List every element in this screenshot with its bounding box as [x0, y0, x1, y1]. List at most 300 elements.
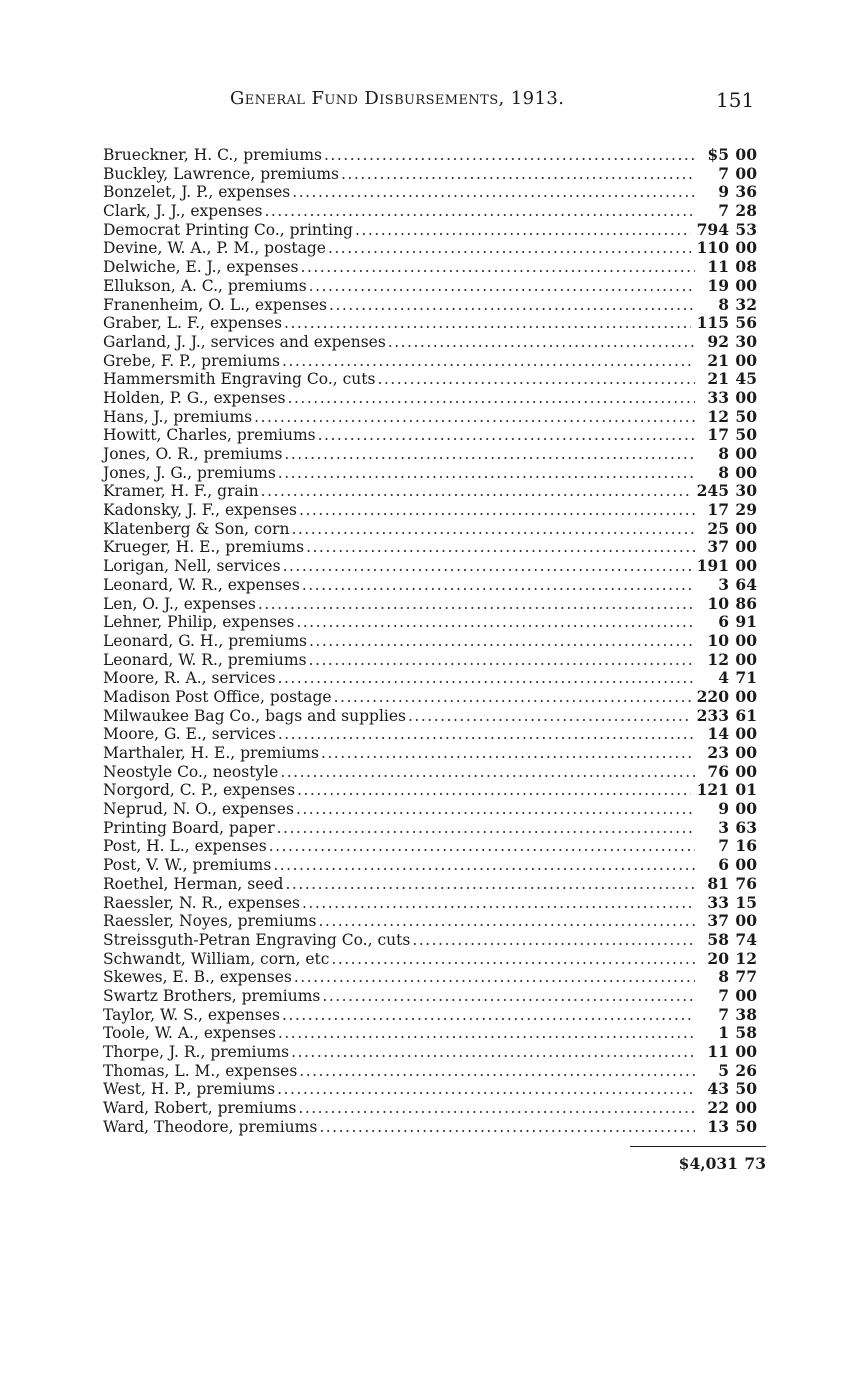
dot-leader	[284, 445, 695, 464]
dot-leader	[377, 370, 695, 389]
dot-leader	[294, 968, 695, 987]
amount-dollars: 58	[707, 929, 729, 949]
dot-leader	[298, 1099, 695, 1118]
amount-cents: 32	[735, 294, 757, 314]
amount-cents: 00	[735, 761, 757, 781]
payee-description: Jones, J. G., premiums	[103, 463, 276, 482]
amount-cents: 50	[735, 1116, 757, 1136]
payee-description: Brueckner, H. C., premiums	[103, 146, 322, 164]
amount-cents: 26	[735, 1060, 757, 1080]
dot-leader	[299, 1062, 695, 1081]
amount-cents: 00	[735, 350, 757, 370]
ledger-row	[103, 202, 763, 221]
amount-dollars: 33	[707, 892, 729, 912]
payee-description: Roethel, Herman, seed	[103, 874, 284, 893]
amount-dollars: 9	[718, 182, 729, 202]
amount-dollars: 76	[707, 761, 729, 781]
amount-dollars: 7	[718, 985, 729, 1005]
dot-leader	[278, 669, 695, 688]
amount	[701, 1118, 763, 1137]
ledger-row	[103, 183, 763, 202]
amount	[697, 781, 763, 800]
ledger-row	[103, 968, 763, 987]
amount-dollars: 7	[718, 201, 729, 221]
dot-leader	[318, 912, 695, 931]
ledger-row	[103, 669, 763, 688]
amount-cents: 15	[735, 892, 757, 912]
amount-cents: 00	[735, 145, 757, 164]
amount-dollars: 3	[718, 574, 729, 594]
amount-dollars: 5	[718, 1060, 729, 1080]
amount-dollars: 25	[707, 518, 729, 538]
amount-dollars: 92	[707, 331, 729, 351]
amount-cents: 64	[735, 574, 757, 594]
amount	[697, 688, 763, 707]
amount-cents: 00	[735, 444, 757, 463]
amount-cents: 00	[735, 163, 757, 183]
amount	[701, 613, 763, 632]
ledger-row	[103, 912, 763, 931]
payee-description: Streissguth-Petran Engraving Co., cuts	[103, 930, 411, 949]
amount-cents: 00	[735, 1098, 757, 1118]
amount-dollars: 121	[696, 780, 729, 800]
dot-leader	[292, 183, 695, 202]
dot-leader	[309, 277, 695, 296]
amount-dollars: 7	[718, 1004, 729, 1024]
amount	[701, 950, 763, 969]
amount-cents: 01	[735, 780, 757, 800]
amount-cents: 38	[735, 1004, 757, 1024]
ledger-row	[103, 239, 763, 258]
amount-cents: 00	[735, 275, 757, 295]
amount	[701, 426, 763, 445]
dot-leader	[318, 426, 695, 445]
dot-leader	[299, 501, 695, 520]
payee-description: Norgord, C. P., expenses	[103, 781, 296, 800]
ledger-row	[103, 987, 763, 1006]
amount-cents: 74	[735, 929, 757, 949]
amount	[701, 1099, 763, 1118]
payee-description: Ellukson, A. C., premiums	[103, 276, 307, 295]
ledger-row	[103, 408, 763, 427]
total-amount	[632, 1154, 766, 1173]
dot-leader	[306, 538, 695, 557]
amount-cents: 71	[735, 668, 757, 688]
running-title: General Fund Disbursements, 1913.	[230, 88, 565, 109]
amount-dollars: 33	[707, 387, 729, 407]
payee-description: Grebe, F. P., premiums	[103, 351, 280, 370]
ledger-row	[103, 744, 763, 763]
total-rule	[630, 1146, 766, 1147]
payee-description: Krueger, H. E., premiums	[103, 538, 305, 557]
payee-description: Schwandt, William, corn, etc	[103, 949, 330, 968]
amount-dollars: 8	[718, 462, 729, 482]
amount	[701, 352, 763, 371]
payee-description: Delwiche, E. J., expenses	[103, 258, 299, 277]
ledger-row	[103, 1006, 763, 1025]
amount-cents: 00	[735, 630, 757, 650]
amount-cents: 63	[735, 817, 757, 837]
dot-leader	[301, 258, 695, 277]
amount	[701, 165, 763, 184]
amount-dollars: 233	[696, 705, 729, 725]
ledger-row	[103, 931, 763, 950]
amount-cents: 16	[735, 836, 757, 856]
payee-description: Neprud, N. O., expenses	[103, 800, 294, 819]
dot-leader	[309, 651, 695, 670]
disbursement-list	[103, 146, 763, 1136]
dot-leader	[302, 894, 695, 913]
dot-leader	[321, 744, 695, 763]
ledger-row	[103, 725, 763, 744]
payee-description: Graber, L. F., expenses	[103, 314, 283, 333]
payee-description: Howitt, Charles, premiums	[103, 426, 316, 445]
payee-description: Devine, W. A., P. M., postage	[103, 239, 326, 258]
amount-cents: 00	[735, 1042, 757, 1061]
dot-leader	[261, 482, 691, 501]
amount-cents: 00	[735, 649, 757, 669]
amount	[701, 1043, 763, 1062]
amount-cents: 00	[735, 743, 757, 762]
amount	[701, 968, 763, 987]
amount-dollars: 43	[707, 1079, 729, 1099]
amount-dollars: 794	[696, 219, 729, 239]
ledger-row	[103, 894, 763, 913]
amount-cents: 00	[735, 387, 757, 407]
ledger-row	[103, 314, 763, 333]
ledger-row	[103, 464, 763, 483]
amount-dollars: 22	[707, 1098, 729, 1118]
payee-description: Toole, W. A., expenses	[103, 1024, 276, 1043]
amount	[701, 987, 763, 1006]
amount	[701, 520, 763, 539]
amount-dollars: 37	[707, 911, 729, 931]
payee-description: Len, O. J., expenses	[103, 594, 256, 613]
payee-description: Franenheim, O. L., expenses	[103, 295, 328, 314]
ledger-row	[103, 333, 763, 352]
amount-cents: 00	[735, 911, 757, 931]
amount	[701, 744, 763, 763]
ledger-row	[103, 875, 763, 894]
dot-leader	[341, 165, 695, 184]
amount	[701, 837, 763, 856]
amount-dollars: 7	[718, 163, 729, 183]
amount	[701, 1024, 763, 1043]
amount-cents: 50	[735, 425, 757, 445]
amount-cents: 50	[735, 406, 757, 426]
dot-leader	[254, 408, 695, 427]
amount	[701, 894, 763, 913]
dot-leader	[285, 875, 695, 894]
amount-cents: 45	[735, 369, 757, 389]
payee-description: Thorpe, J. R., premiums	[103, 1043, 290, 1061]
ledger-row	[103, 950, 763, 969]
amount-cents: 00	[735, 985, 757, 1005]
payee-description: Taylor, W. S., expenses	[103, 1005, 280, 1024]
dot-leader	[388, 333, 695, 352]
amount-dollars: 9	[718, 799, 729, 819]
amount	[701, 576, 763, 595]
amount-dollars: 7	[718, 836, 729, 856]
amount-dollars: 6	[718, 612, 729, 632]
payee-description: Leonard, W. R., premiums	[103, 650, 307, 669]
amount	[701, 370, 763, 389]
ledger-row	[103, 819, 763, 838]
payee-description: Leonard, G. H., premiums	[103, 631, 307, 650]
amount	[701, 875, 763, 894]
amount-cents: 29	[735, 500, 757, 520]
amount-cents: 00	[735, 537, 757, 557]
dot-leader	[277, 819, 695, 838]
amount	[701, 389, 763, 408]
payee-description: Hans, J., premiums	[103, 407, 253, 426]
ledger-row	[103, 1099, 763, 1118]
amount-dollars: 81	[707, 873, 729, 893]
amount-cents: 12	[735, 948, 757, 968]
total-cents: 73	[744, 1154, 766, 1173]
amount-dollars: 14	[707, 724, 729, 744]
amount	[701, 296, 763, 315]
amount-cents: 08	[735, 257, 757, 277]
dot-leader	[283, 557, 691, 576]
ledger-row	[103, 538, 763, 557]
amount-dollars: 191	[696, 556, 729, 576]
amount-dollars: 245	[696, 481, 729, 501]
amount	[701, 258, 763, 277]
payee-description: Ward, Robert, premiums	[103, 1099, 297, 1118]
ledger-row	[103, 445, 763, 464]
amount	[701, 595, 763, 614]
ledger-row	[103, 1062, 763, 1081]
amount-dollars: 37	[707, 537, 729, 557]
ledger-row	[103, 763, 763, 782]
ledger-row	[103, 856, 763, 875]
amount-cents: 00	[735, 238, 757, 258]
ledger-row	[103, 370, 763, 389]
payee-description: Printing Board, paper	[103, 818, 275, 837]
amount	[701, 333, 763, 352]
amount-dollars: 115	[696, 313, 729, 333]
dot-leader	[277, 1080, 695, 1099]
dot-leader	[282, 1006, 695, 1025]
dot-leader	[258, 595, 695, 614]
ledger-row	[103, 221, 763, 240]
amount-cents: 36	[735, 182, 757, 202]
amount-cents: 00	[735, 799, 757, 819]
dot-leader	[329, 296, 695, 315]
amount-dollars: 23	[707, 743, 729, 762]
payee-description: Moore, G. E., services	[103, 725, 276, 744]
amount	[701, 538, 763, 557]
amount	[701, 501, 763, 520]
amount-dollars: 12	[707, 406, 729, 426]
payee-description: Democrat Printing Co., printing	[103, 220, 353, 239]
dot-leader	[302, 576, 695, 595]
page-number: 151	[716, 88, 755, 112]
amount-dollars: 8	[718, 444, 729, 463]
amount-dollars: 110	[696, 238, 729, 258]
amount	[697, 482, 763, 501]
amount-cents: 76	[735, 873, 757, 893]
amount	[701, 632, 763, 651]
amount-dollars: 17	[707, 425, 729, 445]
ledger-row	[103, 258, 763, 277]
payee-description: Kramer, H. F., grain	[103, 482, 259, 501]
amount-cents: 56	[735, 313, 757, 333]
amount	[697, 221, 763, 240]
amount-cents: 00	[735, 518, 757, 538]
amount-dollars: 8	[718, 294, 729, 314]
payee-description: Kadonsky, J. F., expenses	[103, 501, 298, 520]
amount	[697, 707, 763, 726]
amount-dollars: 12	[707, 649, 729, 669]
ledger-row	[103, 352, 763, 371]
ledger-row	[103, 613, 763, 632]
amount-cents: 58	[735, 1023, 757, 1043]
ledger-row	[103, 482, 763, 501]
amount	[697, 557, 763, 576]
dot-leader	[280, 763, 695, 782]
payee-description: Bonzelet, J. P., expenses	[103, 183, 291, 202]
dot-leader	[328, 239, 691, 258]
amount-cents: 61	[735, 705, 757, 725]
ledger-row	[103, 800, 763, 819]
ledger-row	[103, 501, 763, 520]
payee-description: Skewes, E. B., expenses	[103, 968, 292, 987]
dot-leader	[319, 1118, 695, 1137]
total-dollars: $4,031	[678, 1154, 738, 1173]
payee-description: Buckley, Lawrence, premiums	[103, 164, 339, 183]
payee-description: Milwaukee Bag Co., bags and supplies	[103, 706, 406, 725]
payee-description: Thomas, L. M., expenses	[103, 1061, 298, 1080]
dot-leader	[282, 352, 695, 371]
ledger-row	[103, 520, 763, 539]
dot-leader	[278, 1024, 695, 1043]
amount	[701, 408, 763, 427]
ledger-row	[103, 165, 763, 184]
ledger-row	[103, 576, 763, 595]
ledger-row	[103, 1118, 763, 1137]
ledger-row	[103, 651, 763, 670]
payee-description: Moore, R. A., services	[103, 669, 276, 688]
amount-cents: 86	[735, 593, 757, 613]
amount	[701, 183, 763, 202]
dot-leader	[322, 987, 695, 1006]
amount-cents: 28	[735, 201, 757, 221]
ledger-row	[103, 146, 763, 165]
ledger-row	[103, 296, 763, 315]
amount-cents: 00	[735, 855, 757, 875]
amount-dollars: 1	[718, 1023, 729, 1043]
payee-description: Hammersmith Engraving Co., cuts	[103, 370, 376, 389]
amount	[701, 146, 763, 165]
dot-leader	[278, 725, 695, 744]
amount	[701, 931, 763, 950]
dot-leader	[296, 800, 695, 819]
amount	[697, 314, 763, 333]
ledger-row	[103, 1024, 763, 1043]
amount-cents: 30	[735, 331, 757, 351]
amount-dollars: 20	[707, 948, 729, 968]
amount-dollars: 11	[707, 257, 729, 277]
dot-leader	[288, 389, 695, 408]
payee-description: Leonard, W. R., expenses	[103, 575, 300, 594]
amount-cents: 91	[735, 612, 757, 632]
ledger-row	[103, 557, 763, 576]
payee-description: Klatenberg & Son, corn	[103, 519, 290, 538]
amount-cents: 30	[735, 481, 757, 501]
payee-description: Lehner, Philip, expenses	[103, 613, 295, 632]
ledger-row	[103, 688, 763, 707]
ledger-row	[103, 781, 763, 800]
amount-dollars: 17	[707, 500, 729, 520]
amount-cents: 00	[735, 724, 757, 744]
amount-cents: 53	[735, 219, 757, 239]
page-header	[0, 88, 867, 118]
payee-description: Madison Post Office, postage	[103, 687, 332, 706]
dot-leader	[269, 837, 695, 856]
amount	[701, 725, 763, 744]
amount	[701, 912, 763, 931]
ledger-row	[103, 426, 763, 445]
ledger-row	[103, 277, 763, 296]
amount-cents: 00	[735, 462, 757, 482]
amount-dollars: 13	[707, 1116, 729, 1136]
amount-dollars: 3	[718, 817, 729, 837]
amount-cents: 50	[735, 1079, 757, 1099]
amount-dollars: 21	[707, 369, 729, 389]
amount	[701, 856, 763, 875]
amount	[701, 277, 763, 296]
ledger-row	[103, 707, 763, 726]
payee-description: Post, H. L., expenses	[103, 837, 267, 856]
dot-leader	[309, 632, 695, 651]
payee-description: Clark, J. J., expenses	[103, 202, 263, 221]
amount	[701, 651, 763, 670]
amount	[701, 202, 763, 221]
ledger-row	[103, 837, 763, 856]
ledger-row	[103, 632, 763, 651]
payee-description: Post, V. W., premiums	[103, 856, 272, 875]
dot-leader	[296, 613, 695, 632]
payee-description: Swartz Brothers, premiums	[103, 986, 321, 1005]
amount-dollars: 6	[718, 855, 729, 875]
dot-leader	[291, 520, 695, 539]
amount-dollars: 10	[707, 593, 729, 613]
dot-leader	[355, 221, 691, 240]
payee-description: Raessler, N. R., expenses	[103, 893, 300, 912]
dot-leader	[278, 464, 695, 483]
ledger-row	[103, 1080, 763, 1099]
amount-cents: 00	[735, 556, 757, 576]
amount-dollars: 19	[707, 275, 729, 295]
payee-description: West, H. P., premiums	[103, 1080, 276, 1099]
dot-leader	[331, 950, 695, 969]
payee-description: Ward, Theodore, premiums	[103, 1117, 318, 1136]
amount	[701, 819, 763, 838]
dot-leader	[291, 1043, 695, 1062]
dot-leader	[297, 781, 691, 800]
payee-description: Lorigan, Nell, services	[103, 557, 281, 576]
payee-description: Marthaler, H. E., premiums	[103, 744, 319, 762]
amount	[701, 800, 763, 819]
ledger-row	[103, 595, 763, 614]
amount-dollars: $5	[707, 145, 729, 164]
ledger-row	[103, 389, 763, 408]
amount	[701, 1062, 763, 1081]
amount	[701, 464, 763, 483]
dot-leader	[408, 707, 691, 726]
